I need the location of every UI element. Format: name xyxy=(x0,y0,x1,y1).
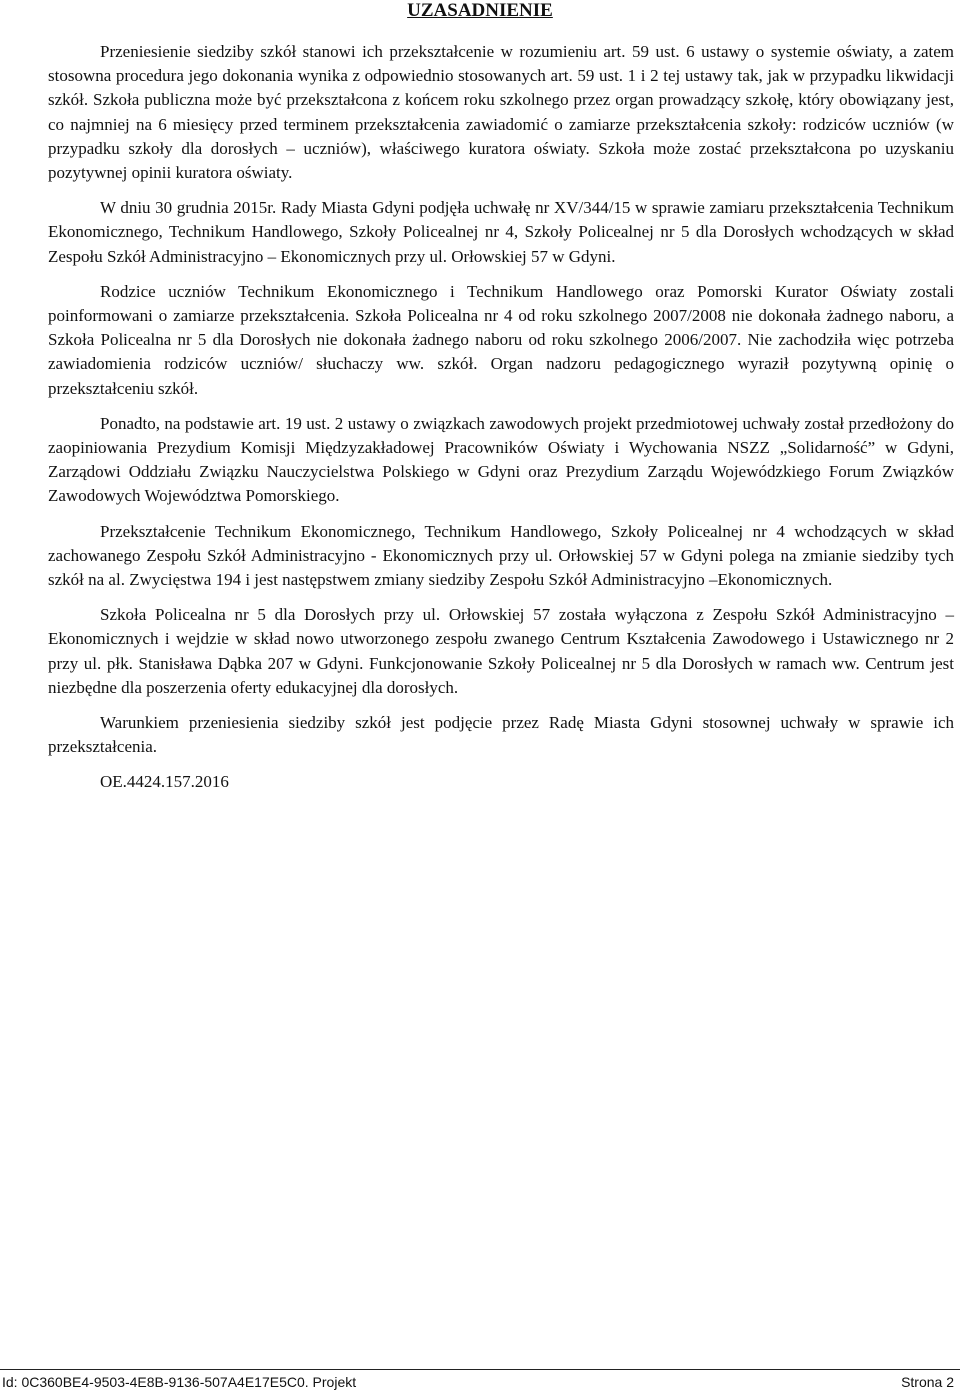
page-number: Strona 2 xyxy=(901,1374,954,1390)
document-body xyxy=(48,40,954,794)
paragraph-union-consultation: Ponadto, na podstawie art. 19 ust. 2 ustawy o związkach zawodowych projekt przedmiotowej uchwały został przedłożony do zaopiniowania Prezydium Komisji Międzyzakładowej Pracowników Oświaty i Wychowania NSZZ „Solidarność” w Gdyni, Zarządowi Oddziału Związku Nauczycielstwa Polskiego w Gdyni oraz Prezydium Zarządu Wojewódzkiego Forum Związków Zawodowych Województwa Pomorskiego. xyxy=(48,413,954,506)
document-reference: OE.4424.157.2016 xyxy=(100,772,229,792)
paragraph-legal-basis: Przeniesienie siedziby szkół stanowi ich przekształcenie w rozumieniu art. 59 ust. 6 ustawy o systemie oświaty, a zatem stosowna procedura jego dokonania wynika z odpowiednio stosowanych art. 59 ust. 1 i 2 tej ustawy tak, jak w przypadku likwidacji szkół. Szkoła publiczna może być przekształcona z końcem roku szkolnego przez organ prowadzący szkołę, który obowiązany jest, co najmniej na 6 miesięcy przed terminem przekształcenia zawiadomić o zamiarze przekształcenia szkoły: rodziców uczniów (w przypadku szkoły dla dorosłych – uczniów), właściwego kuratora oświaty. Szkoła może zostać przekształcona po uzyskaniu pozytywnej opinii kuratora oświaty. xyxy=(48,42,954,183)
paragraph-transformation: Przekształcenie Technikum Ekonomicznego, Technikum Handlowego, Szkoły Policealnej nr 4 wchodzących w skład zachowanego Zespołu Szkół Administracyjno - Ekonomicznych przy ul. Orłowskiej 57 w Gdyni polega na zmianie siedziby tych szkół na al. Zwycięstwa 194 i jest następstwem zmiany siedziby Zespołu Szkół Administracyjno –Ekonomicznych. xyxy=(48,521,954,590)
paragraph-notification: Rodzice uczniów Technikum Ekonomicznego i Technikum Handlowego oraz Pomorski Kurator Oświaty zostali poinformowani o zamiarze przekształcenia. Szkoła Policealna nr 4 od roku szkolnego 2007/2008 nie dokonała żadnego naboru, a Szkoła Policealna nr 5 dla Dorosłych nie dokonała żadnego naboru od roku szkolnego 2006/2007. Nie zachodziła więc potrzeba zawiadomienia rodziców uczniów/ słuchaczy ww. szkół. Organ nadzoru pedagogicznego wyraził pozytywną opinię o przekształceniu szkół. xyxy=(48,281,954,398)
document-id: Id: 0C360BE4-9503-4E8B-9136-507A4E17E5C0. Projekt xyxy=(2,1374,357,1390)
paragraph-condition: Warunkiem przeniesienia siedziby szkół jest podjęcie przez Radę Miasta Gdyni stosownej uchwały w sprawie ich przekształcenia. xyxy=(48,713,954,757)
page-footer xyxy=(0,1369,960,1392)
document-title: UZASADNIENIE xyxy=(407,0,553,21)
paragraph-council-resolution: W dniu 30 grudnia 2015r. Rady Miasta Gdyni podjęła uchwałę nr XV/344/15 w sprawie zamiaru przekształcenia Technikum Ekonomicznego, Technikum Handlowego, Szkoły Policealnej nr 4, Szkoły Policealnej nr 5 dla Dorosłych wchodzących w skład Zespołu Szkół Administracyjno – Ekonomicznych przy ul. Orłowskiej 57 w Gdyni. xyxy=(48,198,954,266)
paragraph-school-exclusion: Szkoła Policealna nr 5 dla Dorosłych przy ul. Orłowskiej 57 została wyłączona z Zespołu Szkół Administracyjno – Ekonomicznych i wejdzie w skład nowo utworzonego zespołu zwanego Centrum Kształcenia Zawodowego i Ustawicznego nr 2 przy ul. płk. Stanisława Dąbka 207 w Gdyni. Funkcjonowanie Szkoły Policealnej nr 5 dla Dorosłych w ramach ww. Centrum jest niezbędne dla poszerzenia oferty edukacyjnej dla dorosłych. xyxy=(48,605,954,697)
